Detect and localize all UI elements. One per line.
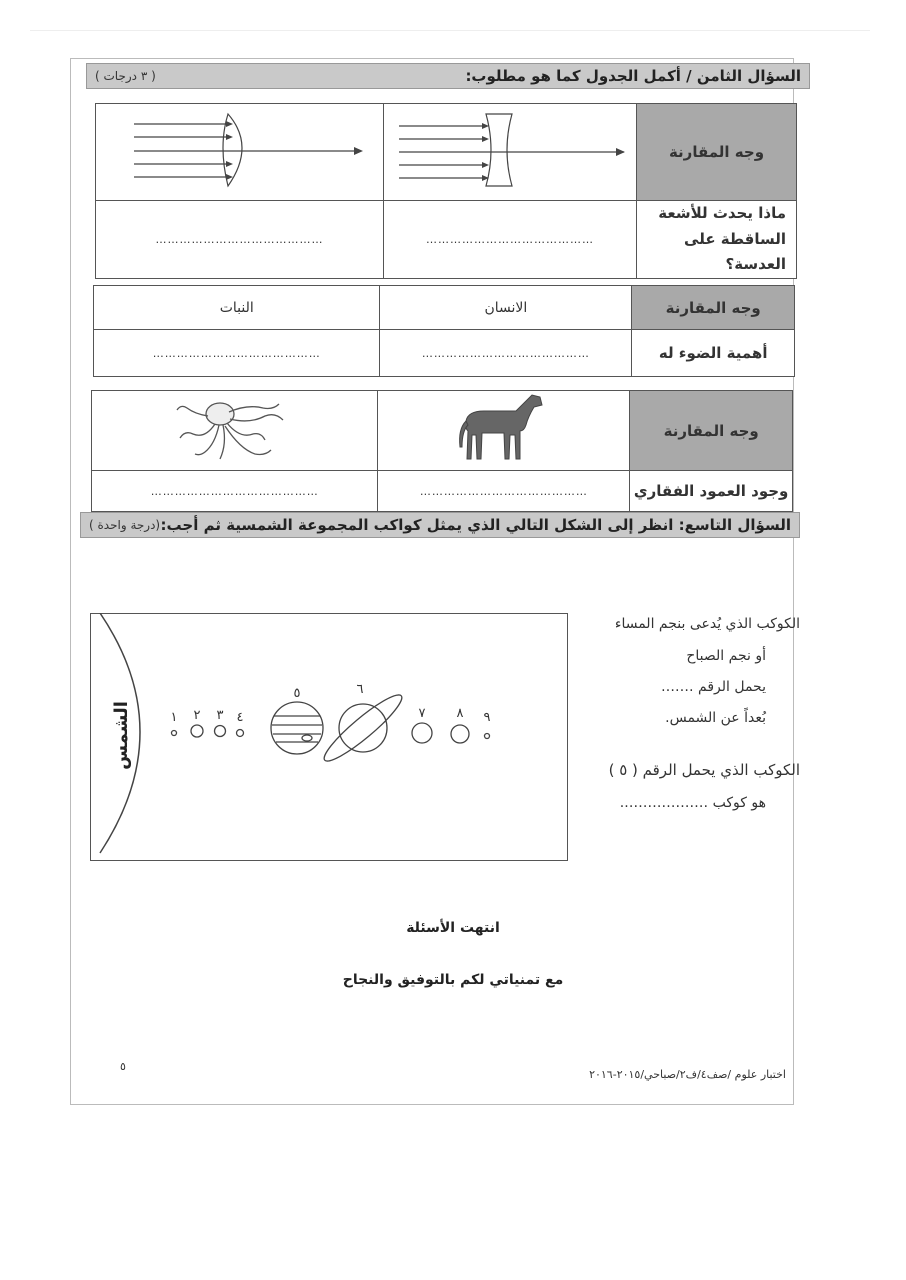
planet-4	[237, 730, 244, 737]
question8-bar	[86, 63, 810, 89]
answer-line-2: أو نجم الصباح	[686, 648, 766, 664]
table2-col-human: الانسان	[380, 286, 632, 330]
planet-9	[485, 734, 490, 739]
question8-score: ( ٣ درجات )	[95, 69, 156, 83]
table3-answer-octopus[interactable]: ……………………………………	[92, 471, 378, 512]
planet-6-saturn	[318, 688, 407, 768]
sun-label-box	[106, 680, 136, 790]
planet-number-9: ٩	[483, 710, 491, 725]
question9-title: السؤال التاسع: انظر إلى الشكل التالي الذي يمثل كواكب المجموعة الشمسية ثم أجب:	[160, 516, 791, 534]
table3-answer-horse[interactable]: ……………………………………	[378, 471, 630, 512]
exam-info: اختبار علوم /صف٤/ف٢/صباحي/٢٠١٥-٢٠١٦	[589, 1068, 786, 1081]
concave-lens-diagram	[384, 104, 636, 196]
answer-line-5: الكوكب الذي يحمل الرقم ( ٥ )	[608, 761, 800, 779]
planet-number-5: ٥	[293, 686, 301, 701]
octopus-cell	[92, 391, 378, 471]
table1-answer-concave[interactable]: ……………………………………	[384, 201, 637, 279]
convex-lens-cell	[96, 104, 384, 201]
table3-row-label: وجود العمود الفقاري	[630, 471, 793, 512]
horse-cell	[378, 391, 630, 471]
lens-comparison-table	[95, 103, 797, 279]
planet-number-2: ٢	[193, 708, 201, 723]
table2-header-label: وجه المقارنة	[632, 286, 795, 330]
table2-answer-human[interactable]: ……………………………………	[380, 330, 632, 377]
solar-system-drawing	[90, 613, 566, 859]
horse-icon	[454, 391, 554, 466]
sun-label: الشمس	[110, 700, 132, 770]
octopus-icon	[175, 394, 295, 464]
light-importance-table	[93, 285, 795, 377]
planet-3	[215, 726, 226, 737]
planet-number-6: ٦	[356, 682, 364, 697]
convex-lens-diagram	[96, 104, 383, 196]
planet-number-7: ٧	[418, 706, 426, 721]
concave-lens-cell	[384, 104, 637, 201]
answer-line-3[interactable]: يحمل الرقم …….	[661, 679, 766, 695]
planet-number-4: ٤	[236, 710, 244, 725]
end-of-questions: انتهت الأسئلة	[406, 920, 500, 936]
table1-row-label: ماذا يحدث للأشعة الساقطة على العدسة؟	[637, 201, 797, 279]
table1-header-label: وجه المقارنة	[637, 104, 797, 201]
planet-1	[172, 731, 177, 736]
question9-bar	[80, 512, 800, 538]
answer-line-4: بُعداً عن الشمس.	[665, 710, 766, 726]
table2-answer-plant[interactable]: ……………………………………	[94, 330, 380, 377]
planet-8	[451, 725, 469, 743]
answer-line-1: الكوكب الذي يُدعى بنجم المساء	[614, 616, 800, 632]
planet-7	[412, 723, 432, 743]
planet-number-3: ٣	[216, 708, 224, 723]
table3-header-label: وجه المقارنة	[630, 391, 793, 471]
good-luck-text: مع تمنياتي لكم بالتوفيق والنجاح	[342, 972, 564, 988]
planet-5-jupiter	[271, 702, 323, 754]
table2-row-label: أهمية الضوء له	[632, 330, 795, 377]
answer-line-6[interactable]: هو كوكب ……………….	[619, 795, 766, 811]
backbone-table	[91, 390, 793, 512]
table1-answer-convex[interactable]: ……………………………………	[96, 201, 384, 279]
question8-title: السؤال الثامن / أكمل الجدول كما هو مطلوب:	[465, 67, 801, 85]
table2-col-plant: النبات	[94, 286, 380, 330]
page-number: ٥	[120, 1060, 126, 1073]
planet-2	[191, 725, 203, 737]
planet-number-8: ٨	[456, 706, 464, 721]
planet-number-1: ١	[170, 710, 178, 725]
question9-score: (درجة واحدة )	[89, 518, 161, 532]
